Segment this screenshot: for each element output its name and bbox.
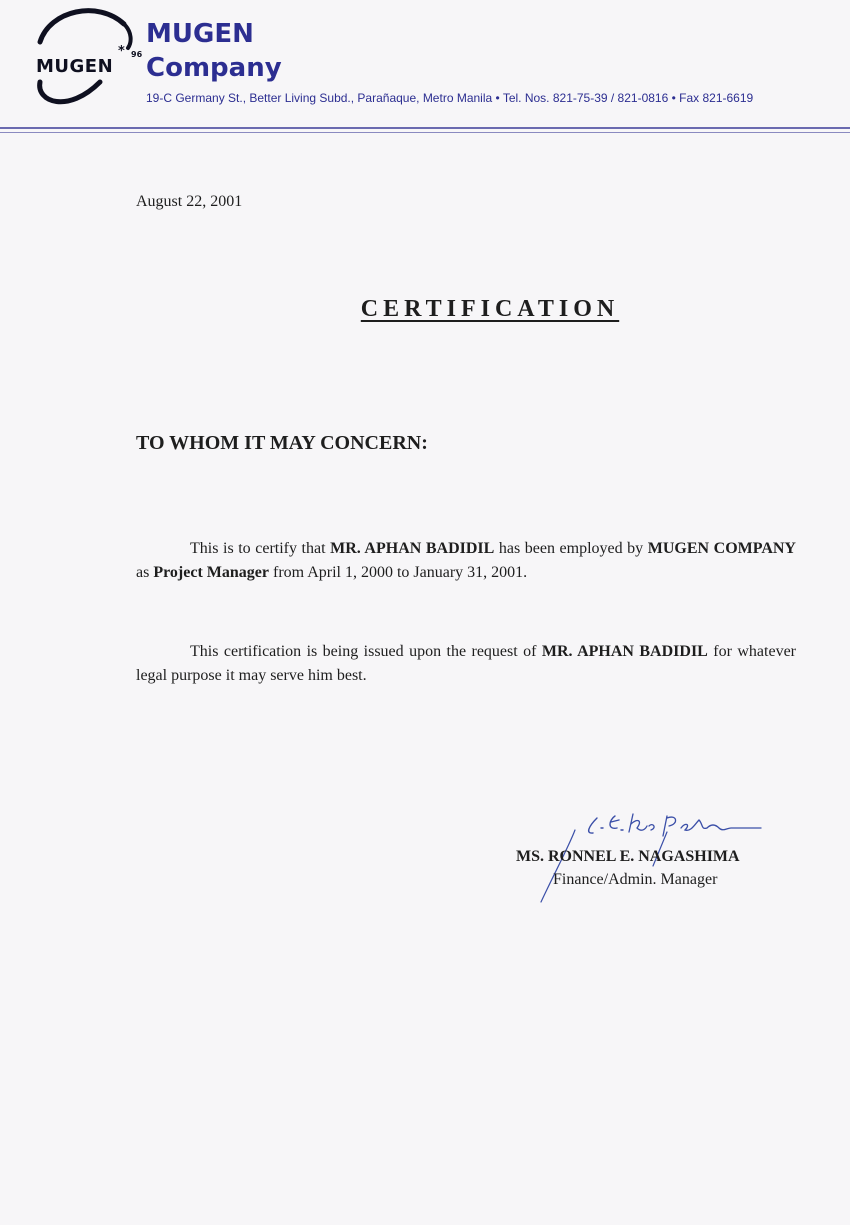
logo-star: * [118,44,125,59]
company-name: MUGEN [146,19,254,49]
certification-paragraph: This is to certify that MR. APHAN BADIDIL has been employed by MUGEN COMPANY as Project Manager from April 1, 2000 to January 31, 2001. [136,540,796,581]
purpose-paragraph: This certification is being issued upon the request of MR. APHAN BADIDIL for whatever legal purpose it may serve him best. [136,643,797,684]
salutation: TO WHOM IT MAY CONCERN: [136,432,428,454]
signer-title: Finance/Admin. Manager [553,871,718,888]
logo-year: 96 [131,50,143,59]
job-position: Project Manager [153,564,269,581]
header-rule-thin [0,132,850,133]
logo-text: MUGEN [36,56,114,77]
employee-name: MR. APHAN BADIDIL [330,540,495,557]
letter-date: August 22, 2001 [136,193,243,210]
header-rule [0,127,850,129]
requester-name: MR. APHAN BADIDIL [541,643,708,660]
letter-title: CERTIFICATION [360,296,620,322]
signer-name: MS. RONNEL E. NAGASHIMA [516,848,740,865]
company-word: Company [146,53,282,83]
employer-name: MUGEN COMPANY [647,540,796,557]
company-address: 19-C Germany St., Better Living Subd., Parañaque, Metro Manila • Tel. Nos. 821-75-39 / 821-0816 • Fax 821-6619 [146,91,754,105]
